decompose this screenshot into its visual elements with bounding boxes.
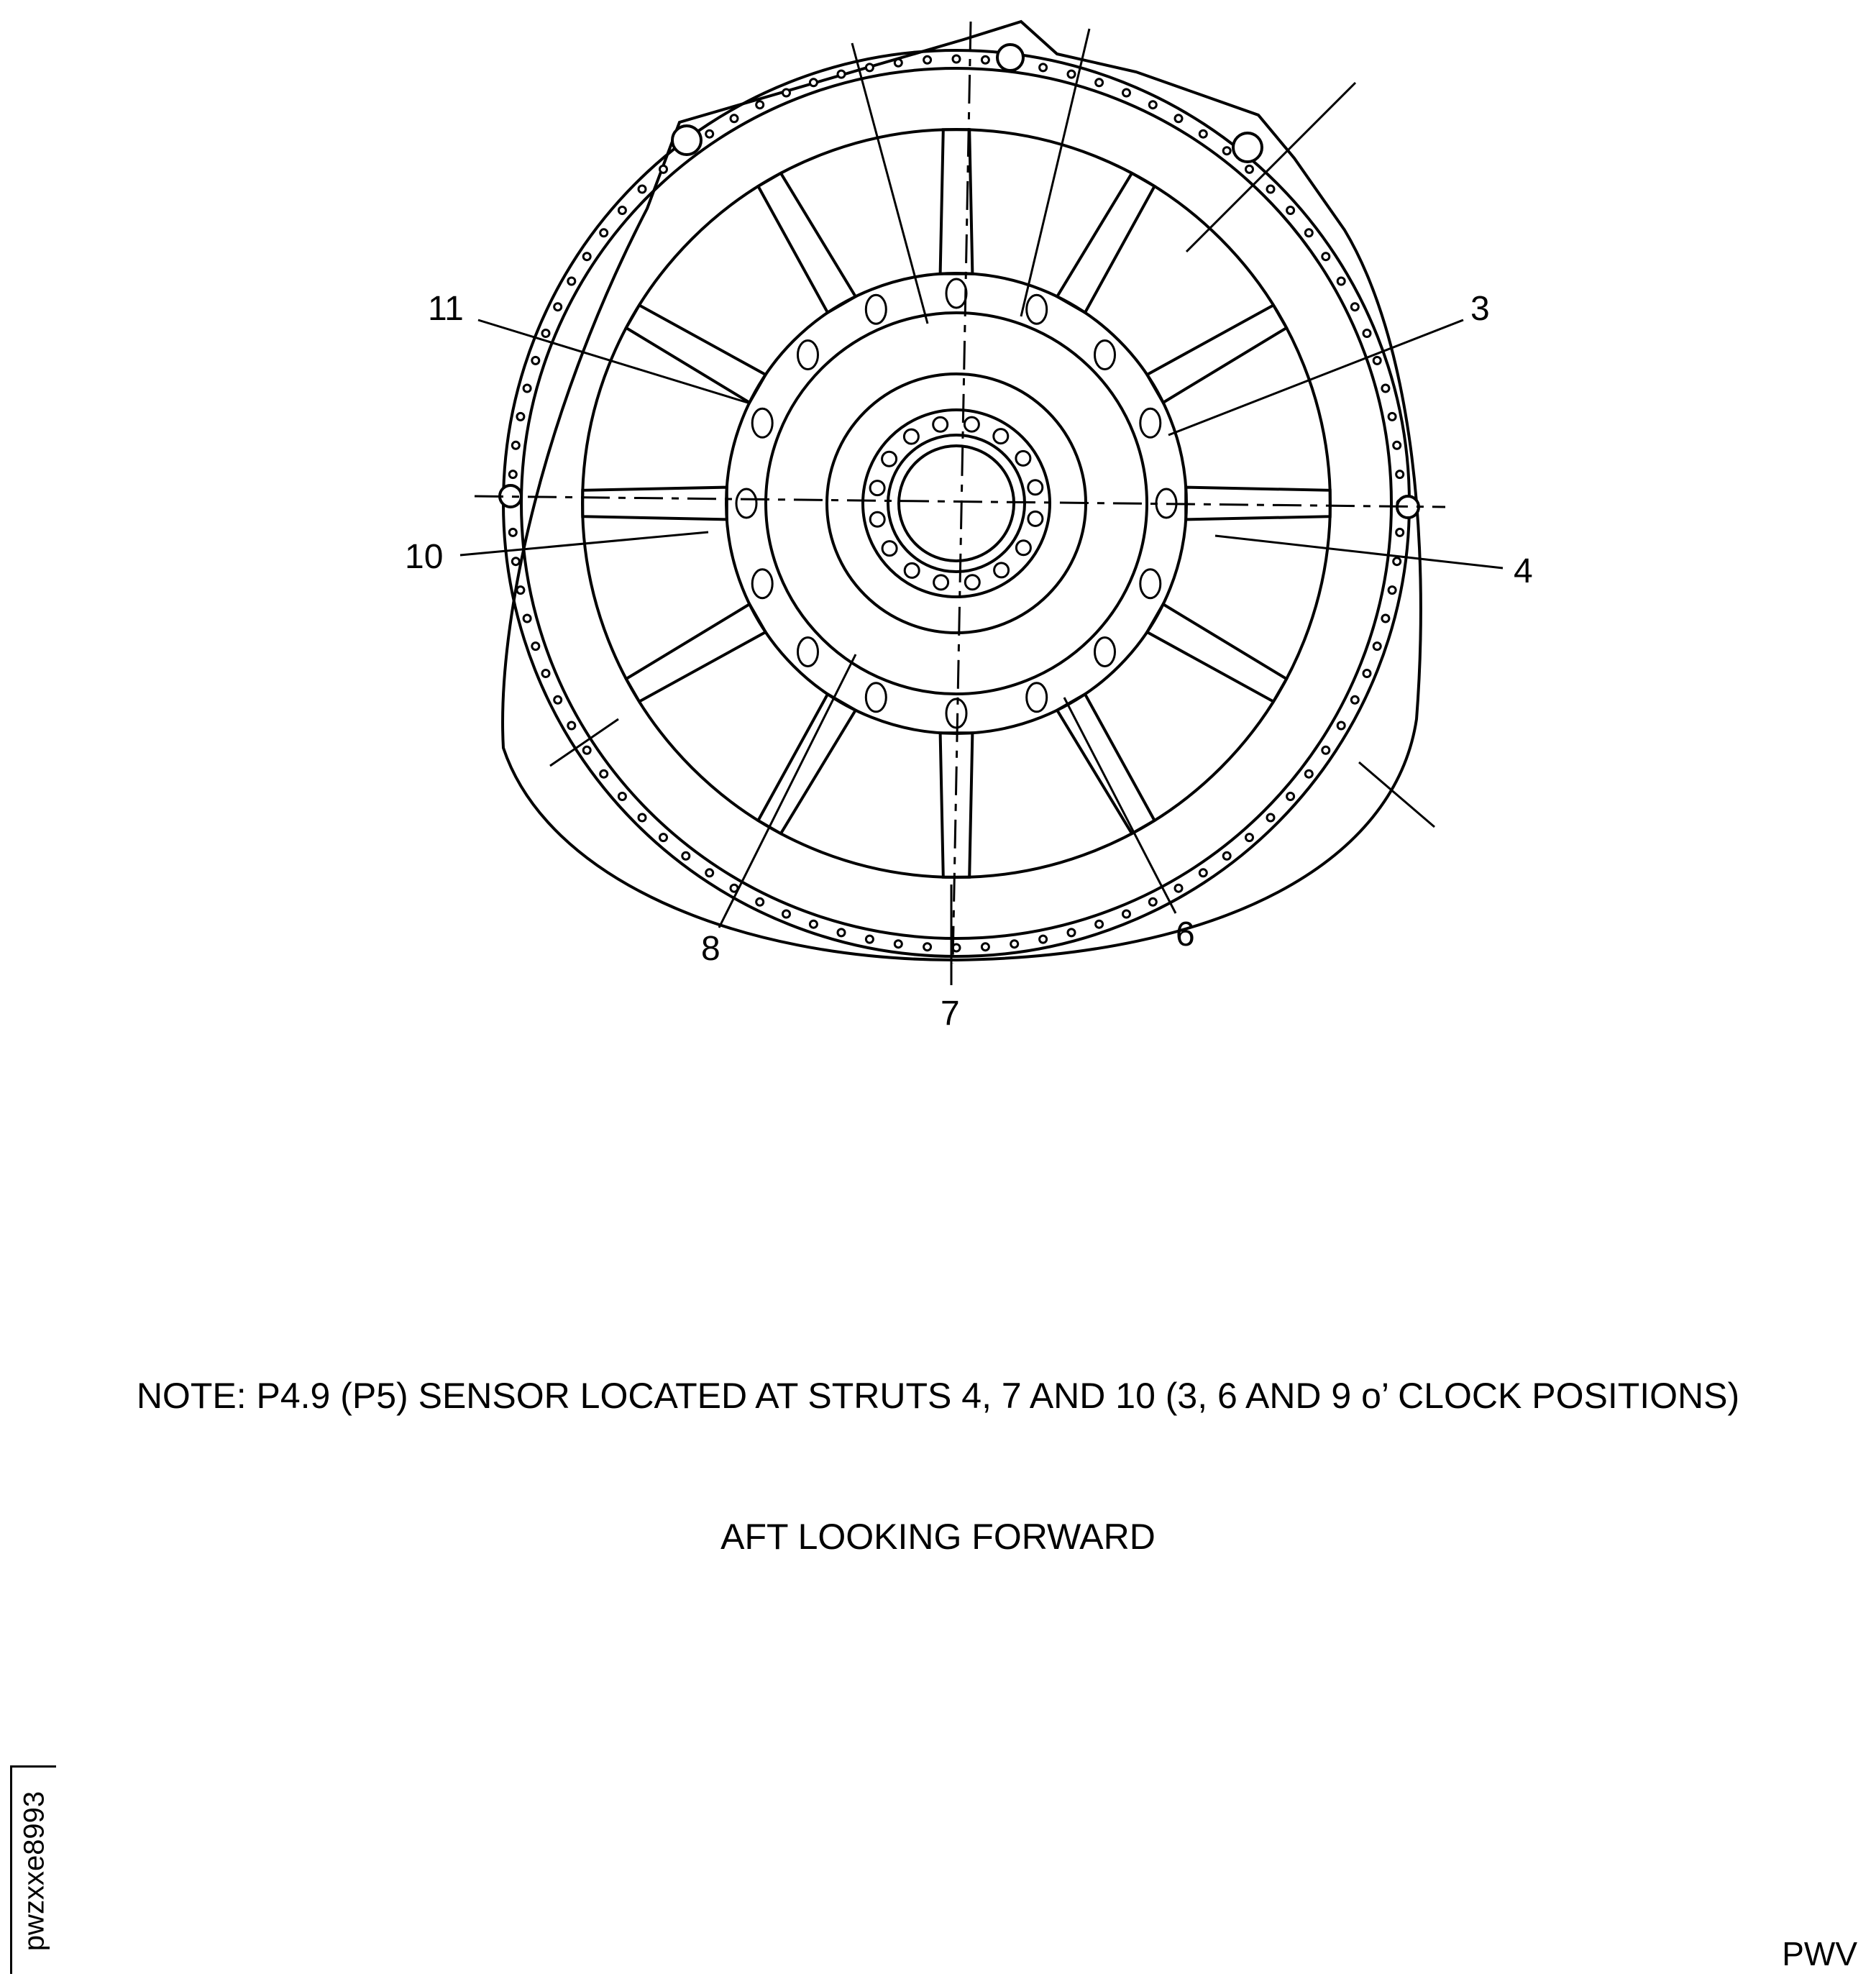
flange-bolt-hole	[1267, 814, 1274, 821]
hub-bolt-hole	[752, 570, 772, 598]
mid-ring	[582, 129, 1330, 877]
flange-bolt-hole	[1123, 910, 1130, 918]
flange-bolt-hole	[1337, 278, 1345, 285]
flange-bolt-hole	[1394, 558, 1401, 565]
flange-bolt-hole	[554, 303, 562, 311]
flange-bolt-hole	[1175, 884, 1182, 892]
flange-bolt-hole	[731, 115, 738, 122]
flange-bolt-hole	[532, 643, 539, 650]
strut-vane	[582, 488, 727, 520]
flange-bolt-hole	[810, 920, 817, 928]
flange-bolt-hole	[639, 814, 646, 821]
flange-bolt-hole	[1305, 770, 1312, 777]
source-tag: PWV	[1782, 1935, 1857, 1972]
flange-bolt-hole	[568, 722, 575, 729]
leader-8	[719, 654, 856, 928]
flange-bolt-hole	[512, 558, 519, 565]
hub-bolt-hole	[798, 638, 818, 667]
flange-bolt-hole	[1322, 746, 1330, 754]
leader-top-right	[1186, 83, 1355, 252]
flange-bolt-hole	[894, 941, 902, 948]
flange-bolt-hole	[1123, 89, 1130, 96]
flange-bolt-hole	[1011, 941, 1018, 948]
strut-vane	[1147, 305, 1286, 402]
flange-bolt-hole	[783, 910, 790, 918]
flange-bolt-hole	[568, 278, 575, 285]
bearing-bolt	[1016, 451, 1030, 465]
lug-hole-top	[997, 45, 1023, 70]
bearing-bolt	[905, 563, 919, 577]
callout-3: 3	[1470, 290, 1490, 328]
flange-bolt-hole	[1388, 587, 1396, 594]
flange-bolt-hole	[542, 330, 549, 337]
leader-lower-right	[1359, 762, 1435, 827]
flange-bolt-hole	[1373, 357, 1381, 364]
hub-bolt-hole	[946, 279, 966, 308]
flange-bolt-hole	[600, 770, 608, 777]
flange-bolt-hole	[982, 56, 989, 63]
flange-bolt-hole	[982, 943, 989, 951]
hub-bolt-hole	[1095, 638, 1115, 667]
hub-bolt-hole	[1140, 570, 1161, 598]
flange-bolt-hole	[1287, 207, 1294, 214]
bearing-bore	[899, 446, 1014, 561]
flange-bolt-hole	[1373, 643, 1381, 650]
flange-bolt-hole	[1388, 413, 1396, 420]
vertical-centerline	[953, 22, 971, 964]
bearing-bolt	[870, 512, 884, 526]
leader-top-1	[852, 43, 928, 324]
flange-bolt-hole	[1322, 253, 1330, 260]
flange-bolt-hole	[1351, 303, 1358, 311]
flange-bolt-hole	[618, 207, 626, 214]
flange-bolt-hole	[1287, 793, 1294, 800]
bearing-bolt	[1028, 480, 1043, 495]
hub-inner-ring	[766, 313, 1147, 694]
flange-bolt-hole	[1337, 722, 1345, 729]
flange-bolt-hole	[924, 943, 931, 951]
bearing-bolt	[964, 417, 979, 431]
hub-bolt-hole	[1027, 295, 1047, 324]
bearing-bolt	[965, 575, 979, 590]
leader-top-2	[1021, 29, 1089, 316]
flange-bolt-hole	[866, 64, 873, 71]
flange-bolt-hole	[894, 59, 902, 66]
callout-10: 10	[405, 538, 444, 576]
bearing-bolt	[933, 417, 948, 431]
flange-bolt-hole	[639, 186, 646, 193]
hub-bolt-hole	[1095, 341, 1115, 370]
flange-bolt-hole	[1246, 165, 1253, 173]
bearing-bolt	[882, 541, 897, 556]
lug-hole-top-right	[1233, 133, 1262, 162]
flange-bolt-hole	[1040, 64, 1047, 71]
flange-bolt-hole	[1223, 147, 1230, 155]
flange-bolt-hole	[1175, 115, 1182, 122]
flange-bolt-hole	[783, 89, 790, 96]
flange-bolt-hole	[517, 587, 524, 594]
flange-bolt-hole	[866, 936, 873, 943]
flange-bolt-hole	[756, 101, 764, 109]
flange-bolt-hole	[523, 615, 531, 622]
flange-bolt-hole	[1149, 898, 1156, 905]
flange-bolt-hole	[1149, 101, 1156, 109]
flange-bolt-hole	[1363, 670, 1371, 677]
flange-bolt-hole	[1396, 529, 1404, 536]
flange-bolt-hole	[810, 79, 817, 86]
flange-bolt-hole	[1040, 936, 1047, 943]
flange-bolt-hole	[542, 670, 549, 677]
flange-bolt-hole	[1246, 834, 1253, 841]
hub-bolt-hole	[866, 295, 886, 324]
flange-bolt-hole	[509, 471, 516, 478]
strut-vane	[626, 604, 766, 701]
bearing-bolt	[994, 429, 1008, 444]
flange-bolt-hole	[660, 165, 667, 173]
hub-bolt-hole	[752, 408, 772, 437]
strut-vane	[626, 305, 766, 402]
flange-bolt-hole	[600, 229, 608, 237]
bearing-bolt	[994, 563, 1009, 577]
flange-bolt-hole	[554, 696, 562, 703]
flange-bolt-hole	[1382, 385, 1389, 392]
bearing-bolt	[882, 452, 897, 466]
leader-6	[1064, 698, 1176, 913]
hub-bolt-hole	[1140, 408, 1161, 437]
strut-vane	[1057, 173, 1154, 313]
flange-bolt-hole	[1068, 929, 1075, 936]
hub-bolt-hole	[736, 489, 756, 518]
flange-bolt-hole	[924, 56, 931, 63]
flange-bolt-hole	[1199, 869, 1207, 877]
callout-7: 7	[941, 995, 960, 1033]
flange-bolt-hole	[1351, 696, 1358, 703]
strut-vane	[758, 694, 855, 833]
flange-bolt-hole	[583, 253, 590, 260]
flange-bolt-hole	[838, 929, 845, 936]
strut-vane	[1147, 604, 1286, 701]
horizontal-centerline	[475, 496, 1445, 507]
bearing-bolt	[934, 575, 948, 590]
callout-6: 6	[1176, 915, 1195, 954]
hub-bolt-hole	[866, 683, 886, 712]
strut-vane	[1057, 694, 1154, 833]
callout-11: 11	[428, 290, 464, 328]
flange-bolt-hole	[1267, 186, 1274, 193]
flange-bolt-hole	[953, 55, 960, 63]
flange-bolt-hole	[1223, 852, 1230, 859]
lug-hole-top-left	[672, 126, 701, 155]
figure-id-box	[10, 1765, 56, 1974]
leader-4	[1215, 536, 1503, 568]
bearing-bolt	[1028, 511, 1043, 526]
flange-bolt-hole	[1363, 330, 1371, 337]
flange-bolt-hole	[509, 529, 516, 536]
strut-vane	[758, 173, 855, 313]
flange-bolt-hole	[618, 793, 626, 800]
flange-bolt-hole	[682, 852, 690, 859]
hub-bolt-hole	[798, 341, 818, 370]
figure-id: pwzxxe8993	[18, 1791, 50, 1951]
flange-bolt-hole	[1394, 442, 1401, 449]
flange-bolt-hole	[838, 70, 845, 78]
callout-4: 4	[1514, 552, 1533, 590]
flange-bolt-hole	[706, 130, 713, 137]
flange-bolt-hole	[512, 442, 519, 449]
hub-bolt-hole	[1027, 683, 1047, 712]
bearing-bolt	[870, 481, 884, 495]
flange-bolt-hole	[1199, 130, 1207, 137]
callout-8: 8	[701, 930, 720, 968]
flange-bolt-hole	[706, 869, 713, 877]
flange-bolt-hole	[1096, 920, 1103, 928]
bearing-inner-ring	[888, 435, 1025, 572]
flange-bolt-hole	[1305, 229, 1312, 237]
bearing-mid-ring	[863, 410, 1050, 597]
flange-bolt-hole	[523, 385, 531, 392]
flange-bolt-hole	[1068, 70, 1075, 78]
view-direction-label: AFT LOOKING FORWARD	[720, 1517, 1156, 1557]
flange-bolt-hole	[583, 746, 590, 754]
flange-bolt-hole	[1396, 471, 1404, 478]
flange-bolt-hole	[1096, 79, 1103, 86]
flange-bolt-hole	[517, 413, 524, 420]
flange-bolt-hole	[756, 898, 764, 905]
bearing-bolt	[904, 429, 918, 444]
sensor-location-note: NOTE: P4.9 (P5) SENSOR LOCATED AT STRUTS 4, 7 AND 10 (3, 6 AND 9 o’ CLOCK POSITIONS)	[136, 1376, 1740, 1416]
flange-bolt-hole	[532, 357, 539, 364]
bearing-bolt	[1016, 541, 1030, 555]
flange-bolt-hole	[1382, 615, 1389, 622]
flange-bolt-hole	[660, 834, 667, 841]
